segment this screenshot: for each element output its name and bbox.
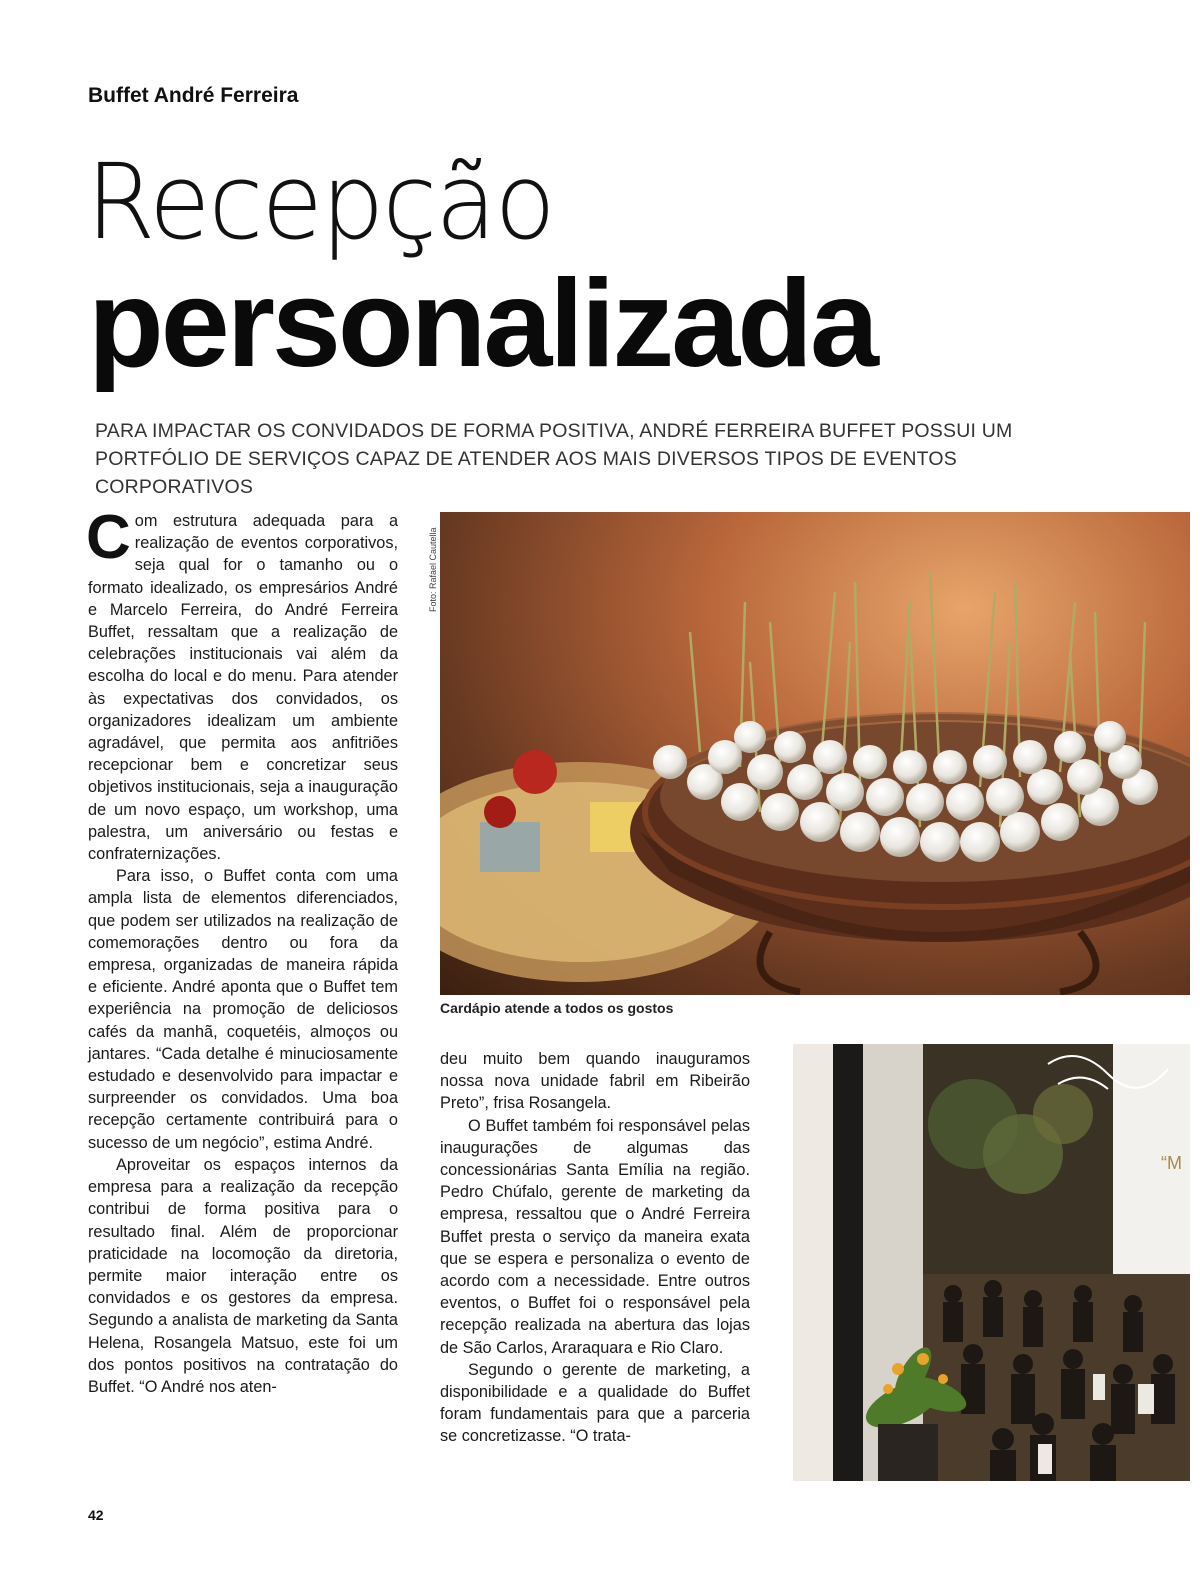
dropcap: C (86, 503, 131, 572)
food-illustration (440, 512, 1190, 995)
sign-text: “M (1161, 1153, 1182, 1173)
photo-caption: Cardápio atende a todos os gostos (440, 1000, 674, 1016)
title-line-2: personalizada (88, 255, 876, 393)
section-label: Buffet André Ferreira (88, 84, 299, 107)
subtitle: PARA IMPACTAR OS CONVIDADOS DE FORMA POSITIVA, ANDRÉ FERREIRA BUFFET POSSUI UM PORTFÓLIO DE SERVIÇOS CAPAZ DE ATENDER AOS MAIS DIVERSOS TIPOS DE EVENTOS CORPORATIVOS (95, 420, 1013, 498)
article-column-left (86, 503, 398, 1398)
paragraph-text: om estrutura adequada para a realização de eventos corporativos, seja qual for o tamanho ou o formato idealizado, os empresários André e Marcelo Ferreira, do André Ferreira Buffet, ressaltam que a realização de celebrações institucionais vai além da escolha do local e do menu. Para atender às expectativas dos convidados, os organizadores idealizam um ambiente agradável, que permita aos anfitriões recepcionar bem e concretizar seus objetivos institucionais, seja a inauguração de um novo espaço, um workshop, uma palestra, um aniversário ou festas e confraternizações. (88, 512, 398, 864)
article-column-middle (440, 1048, 750, 1448)
photo-credit: Foto: Rafael Cautella (428, 527, 438, 612)
photo-event-crowd (793, 1044, 1190, 1481)
paragraph: Segundo o gerente de marketing, a disponibilidade e a qualidade do Buffet foram fundamentais para que a parceria se concretizasse. “O trata- (440, 1360, 750, 1446)
title-line-1: Recepção (86, 141, 554, 263)
photo-food-display (440, 512, 1190, 995)
paragraph (86, 503, 398, 865)
page-number: 42 (88, 1507, 104, 1523)
paragraph: deu muito bem quando inauguramos nossa nova unidade fabril em Ribeirão Preto”, frisa Rosangela. (440, 1050, 750, 1113)
paragraph: Aproveitar os espaços internos da empresa para a realização da recepção contribui de forma positiva para o resultado final. Além de proporcionar praticidade na locomoção da diretoria, permite maior interação entre os convidados e os gestores da empresa. Segundo a analista de marketing da Santa Helena, Rosangela Matsuo, este foi um dos pontos positivos na contratação do Buffet. “O André nos aten- (88, 1155, 398, 1396)
paragraph: Para isso, o Buffet conta com uma ampla lista de elementos diferenciados, que podem ser utilizados na realização de comemorações dentro ou fora da empresa, organizadas de maneira rápida e eficiente. André aponta que o Buffet tem experiência na promoção de deliciosos cafés da manhã, coquetéis, almoços ou jantares. “Cada detalhe é minuciosamente estudado e desenvolvido para impactar e surpreender os convidados. Uma boa recepção certamente contribuirá para o sucesso de um negócio”, estima André. (88, 867, 398, 1152)
event-illustration (793, 1044, 1190, 1481)
paragraph: O Buffet também foi responsável pelas inaugurações de algumas das concessionárias Santa Emília na região. Pedro Chúfalo, gerente de marketing da empresa, ressaltou que o André Ferreira Buffet presta o serviço da maneira exata que se espera e personaliza o evento de acordo com a necessidade. Entre outros eventos, o Buffet foi o responsável pela recepção realizada na abertura das lojas de São Carlos, Araraquara e Rio Claro. (440, 1116, 750, 1357)
